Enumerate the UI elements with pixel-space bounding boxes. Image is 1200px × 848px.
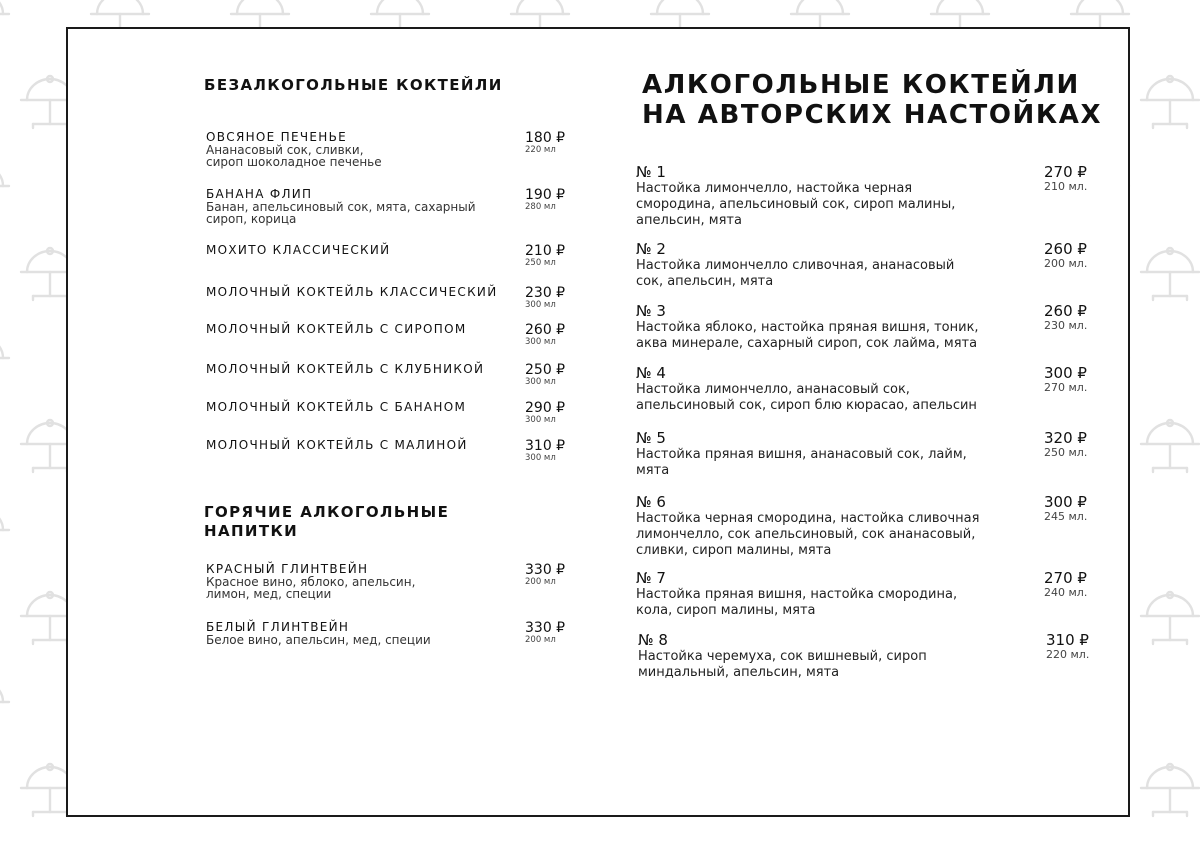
cocktail-number: № 2 [636, 240, 666, 258]
item-price: 180 ₽ [525, 130, 566, 146]
item-price: 190 ₽ [525, 187, 566, 203]
cloche-icon [0, 334, 9, 386]
cocktail-price: 320 ₽ [1044, 429, 1087, 447]
cloche-icon [0, 506, 9, 558]
item-price: 330 ₽ [525, 562, 566, 578]
item-description: Ананасовый сок, сливки, сироп шоколадное печенье [206, 143, 382, 169]
menu-item [206, 400, 586, 425]
cocktail-number: № 6 [636, 493, 666, 511]
cocktail-volume: 270 мл. [1044, 381, 1088, 394]
cocktail-description: Настойка черная смородина, настойка сливочная лимончелло, сок апельсиновый, сок ананасовый, сливки, сироп малины, мята [636, 511, 980, 558]
menu-item [206, 438, 586, 463]
item-price: 250 ₽ [525, 362, 566, 378]
item-volume: 300 мл [525, 453, 556, 463]
cocktail-item [636, 241, 1096, 290]
item-name: МОЛОЧНЫЙ КОКТЕЙЛЬ С КЛУБНИКОЙ [206, 362, 485, 376]
item-price: 290 ₽ [525, 400, 566, 416]
cocktail-volume: 200 мл. [1044, 257, 1088, 270]
menu-item [206, 563, 586, 600]
cocktail-volume: 220 мл. [1046, 648, 1090, 661]
menu-item [206, 362, 586, 387]
item-volume: 200 мл [525, 635, 556, 645]
cloche-icon [1141, 248, 1199, 300]
cocktail-price: 270 ₽ [1044, 569, 1087, 587]
cocktail-item [636, 430, 1096, 479]
cocktail-number: № 3 [636, 302, 666, 320]
cocktail-volume: 210 мл. [1044, 180, 1088, 193]
cocktail-description: Настойка пряная вишня, ананасовый сок, лайм, мята [636, 447, 967, 478]
cloche-icon [1141, 764, 1199, 816]
cocktail-description: Настойка лимончелло, ананасовый сок, апельсиновый сок, сироп блю кюрасао, апельсин [636, 382, 977, 413]
cocktail-item [636, 494, 1096, 559]
item-price: 260 ₽ [525, 322, 566, 338]
item-volume: 300 мл [525, 377, 556, 387]
hot-drinks-title: ГОРЯЧИЕ АЛКОГОЛЬНЫЕ НАПИТКИ [204, 503, 450, 540]
item-name: БАНАНА ФЛИП [206, 187, 313, 201]
cocktail-description: Настойка яблоко, настойка пряная вишня, тоник, аква минерале, сахарный сироп, сок лайма, мята [636, 320, 979, 351]
menu-item [206, 131, 586, 168]
cocktail-item [638, 632, 1098, 681]
item-description: Красное вино, яблоко, апельсин, лимон, мед, специи [206, 575, 416, 601]
cocktail-description: Настойка пряная вишня, настойка смородина, кола, сироп малины, мята [636, 587, 958, 618]
menu-item [206, 322, 586, 347]
cocktail-description: Настойка черемуха, сок вишневый, сироп миндальный, апельсин, мята [638, 649, 927, 680]
non-alcoholic-title: БЕЗАЛКОГОЛЬНЫЕ КОКТЕЙЛИ [204, 76, 503, 94]
item-name: ОВСЯНОЕ ПЕЧЕНЬЕ [206, 130, 348, 144]
menu-frame [66, 27, 1130, 817]
item-name: МОЛОЧНЫЙ КОКТЕЙЛЬ С БАНАНОМ [206, 400, 467, 414]
menu-item [206, 285, 586, 310]
item-name: МОЛОЧНЫЙ КОКТЕЙЛЬ С СИРОПОМ [206, 322, 467, 336]
cloche-icon [1141, 76, 1199, 128]
cloche-icon [0, 162, 9, 214]
cocktail-price: 260 ₽ [1044, 302, 1087, 320]
cocktail-number: № 4 [636, 364, 666, 382]
item-name: КРАСНЫЙ ГЛИНТВЕЙН [206, 562, 369, 576]
menu-item [206, 621, 586, 646]
item-volume: 300 мл [525, 415, 556, 425]
cocktail-number: № 1 [636, 163, 666, 181]
cocktail-volume: 230 мл. [1044, 319, 1088, 332]
item-volume: 250 мл [525, 258, 556, 268]
cocktail-item [636, 164, 1096, 229]
cocktail-price: 300 ₽ [1044, 364, 1087, 382]
cocktail-number: № 5 [636, 429, 666, 447]
menu-item [206, 188, 586, 225]
item-volume: 300 мл [525, 300, 556, 310]
cocktail-item [636, 365, 1096, 414]
cocktail-item [636, 303, 1096, 352]
cocktail-price: 300 ₽ [1044, 493, 1087, 511]
item-price: 330 ₽ [525, 620, 566, 636]
cloche-icon [0, 678, 9, 730]
item-name: МОХИТО КЛАССИЧЕСКИЙ [206, 243, 391, 257]
cocktail-volume: 250 мл. [1044, 446, 1088, 459]
item-volume: 220 мл [525, 145, 556, 155]
cocktail-price: 260 ₽ [1044, 240, 1087, 258]
cloche-icon [1141, 420, 1199, 472]
item-description: Банан, апельсиновый сок, мята, сахарный сироп, корица [206, 200, 476, 226]
cocktail-volume: 240 мл. [1044, 586, 1088, 599]
menu-item [206, 243, 586, 268]
item-price: 310 ₽ [525, 438, 566, 454]
item-name: БЕЛЫЙ ГЛИНТВЕЙН [206, 620, 350, 634]
item-price: 230 ₽ [525, 285, 566, 301]
cocktail-description: Настойка лимончелло, настойка черная смородина, апельсиновый сок, сироп малины, апельсин, мята [636, 181, 956, 228]
cocktail-item [636, 570, 1096, 619]
cocktail-price: 310 ₽ [1046, 631, 1089, 649]
cloche-icon [1141, 592, 1199, 644]
item-volume: 300 мл [525, 337, 556, 347]
item-name: МОЛОЧНЫЙ КОКТЕЙЛЬ КЛАССИЧЕСКИЙ [206, 285, 498, 299]
alcoholic-title: АЛКОГОЛЬНЫЕ КОКТЕЙЛИ НА АВТОРСКИХ НАСТОЙКАХ [642, 70, 1103, 130]
cocktail-number: № 8 [638, 631, 668, 649]
cocktail-description: Настойка лимончелло сливочная, ананасовый сок, апельсин, мята [636, 258, 955, 289]
item-description: Белое вино, апельсин, мед, специи [206, 633, 431, 647]
item-volume: 280 мл [525, 202, 556, 212]
cocktail-volume: 245 мл. [1044, 510, 1088, 523]
item-name: МОЛОЧНЫЙ КОКТЕЙЛЬ С МАЛИНОЙ [206, 438, 468, 452]
cocktail-price: 270 ₽ [1044, 163, 1087, 181]
cloche-icon [0, 0, 9, 42]
cocktail-number: № 7 [636, 569, 666, 587]
item-price: 210 ₽ [525, 243, 566, 259]
item-volume: 200 мл [525, 577, 556, 587]
